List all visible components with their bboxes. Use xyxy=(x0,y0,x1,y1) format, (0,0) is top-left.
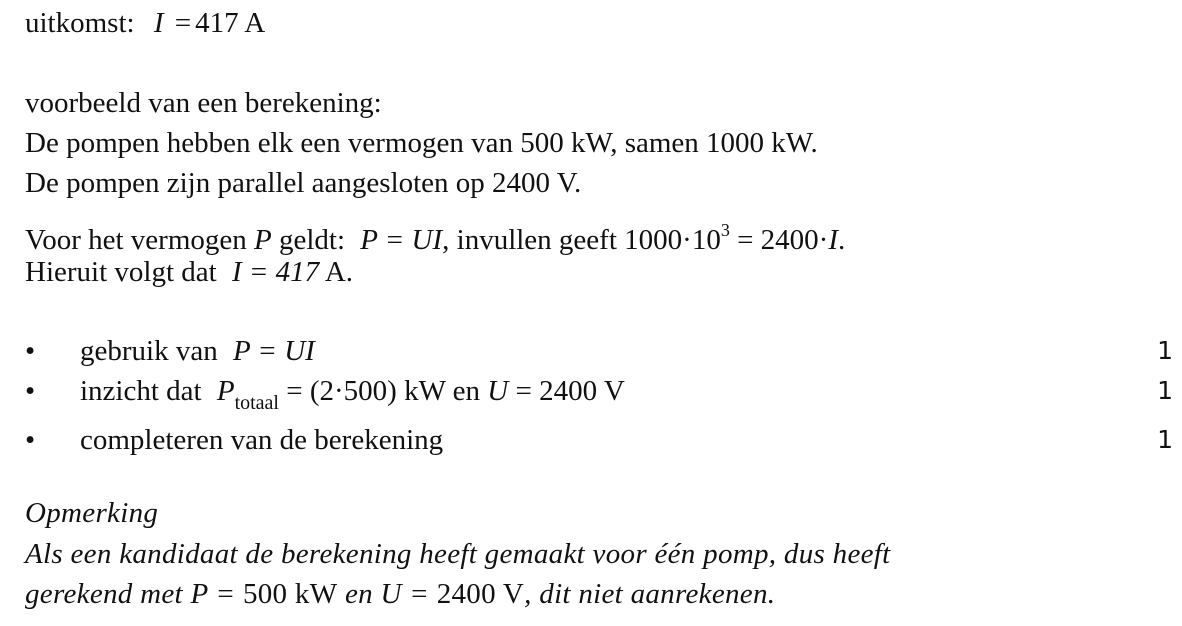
criterion-1-formula: P = UI xyxy=(232,335,315,367)
line4-formula: I = 417 xyxy=(231,256,320,288)
note-line2-pre: gerekend met P = xyxy=(25,578,236,610)
note-line2-mid: en U = xyxy=(344,578,430,610)
criterion-3-score: 1 xyxy=(1157,425,1173,454)
criterion-2-score: 1 xyxy=(1157,376,1173,405)
line4-post: A. xyxy=(324,256,354,288)
example-line-2: De pompen zijn parallel aangesloten op 2400 V. xyxy=(25,167,582,199)
line3-calc-rest: = 2400· xyxy=(737,224,829,256)
line3-formula: P = UI xyxy=(360,224,443,256)
note-line-1: Als een kandidaat de berekening heeft gemaakt voor één pomp, dus heeft xyxy=(25,538,891,570)
outcome-label: uitkomst: xyxy=(25,7,135,39)
criterion-2-formula-rest: = (2·500) kW en xyxy=(286,375,481,407)
bullet-3: • xyxy=(25,424,36,456)
note-title: Opmerking xyxy=(25,497,159,529)
line3-calc-base: 1000·10 xyxy=(624,224,721,256)
outcome-value: 417 A xyxy=(195,7,266,39)
criterion-2-text xyxy=(80,374,625,420)
bullet-1: • xyxy=(25,335,36,367)
criterion-1-score: 1 xyxy=(1157,336,1173,365)
criterion-1-text xyxy=(80,334,315,368)
criterion-2-subscript: totaal xyxy=(234,392,279,414)
criterion-2-label: inzicht dat xyxy=(80,375,202,407)
criterion-1-label: gebruik van xyxy=(80,335,218,367)
note-line2-post: , dit niet aanrekenen. xyxy=(524,578,776,610)
note-line2-value-1: 500 kW xyxy=(242,578,338,610)
criterion-2-u: U xyxy=(487,375,509,407)
line3-calc-exponent: 3 xyxy=(720,220,730,240)
outcome-equals: = xyxy=(174,7,192,39)
criterion-3-text: completeren van de berekening xyxy=(80,424,444,456)
line3-mid: geldt: xyxy=(278,224,346,256)
line3-calc-var: I xyxy=(828,224,839,256)
outcome-variable: I xyxy=(153,7,164,39)
criterion-2-p: P xyxy=(216,375,235,407)
line3-pre: Voor het vermogen xyxy=(25,224,247,256)
note-line2-value-2: 2400 V xyxy=(436,578,525,610)
bullet-2: • xyxy=(25,375,36,407)
line4-pre: Hieruit volgt dat xyxy=(25,256,217,288)
example-line-4 xyxy=(25,255,353,289)
line3-end: . xyxy=(838,224,846,256)
line3-var: P xyxy=(254,224,272,256)
note-line-2 xyxy=(25,577,775,611)
line3-mid2: , invullen geeft xyxy=(442,224,617,256)
example-line-1: De pompen hebben elk een vermogen van 500 kW, samen 1000 kW. xyxy=(25,127,818,159)
example-heading: voorbeeld van een berekening: xyxy=(25,87,382,119)
outcome-line xyxy=(25,6,265,40)
example-line-3 xyxy=(25,213,845,257)
criterion-2-formula-end: = 2400 V xyxy=(515,375,625,407)
